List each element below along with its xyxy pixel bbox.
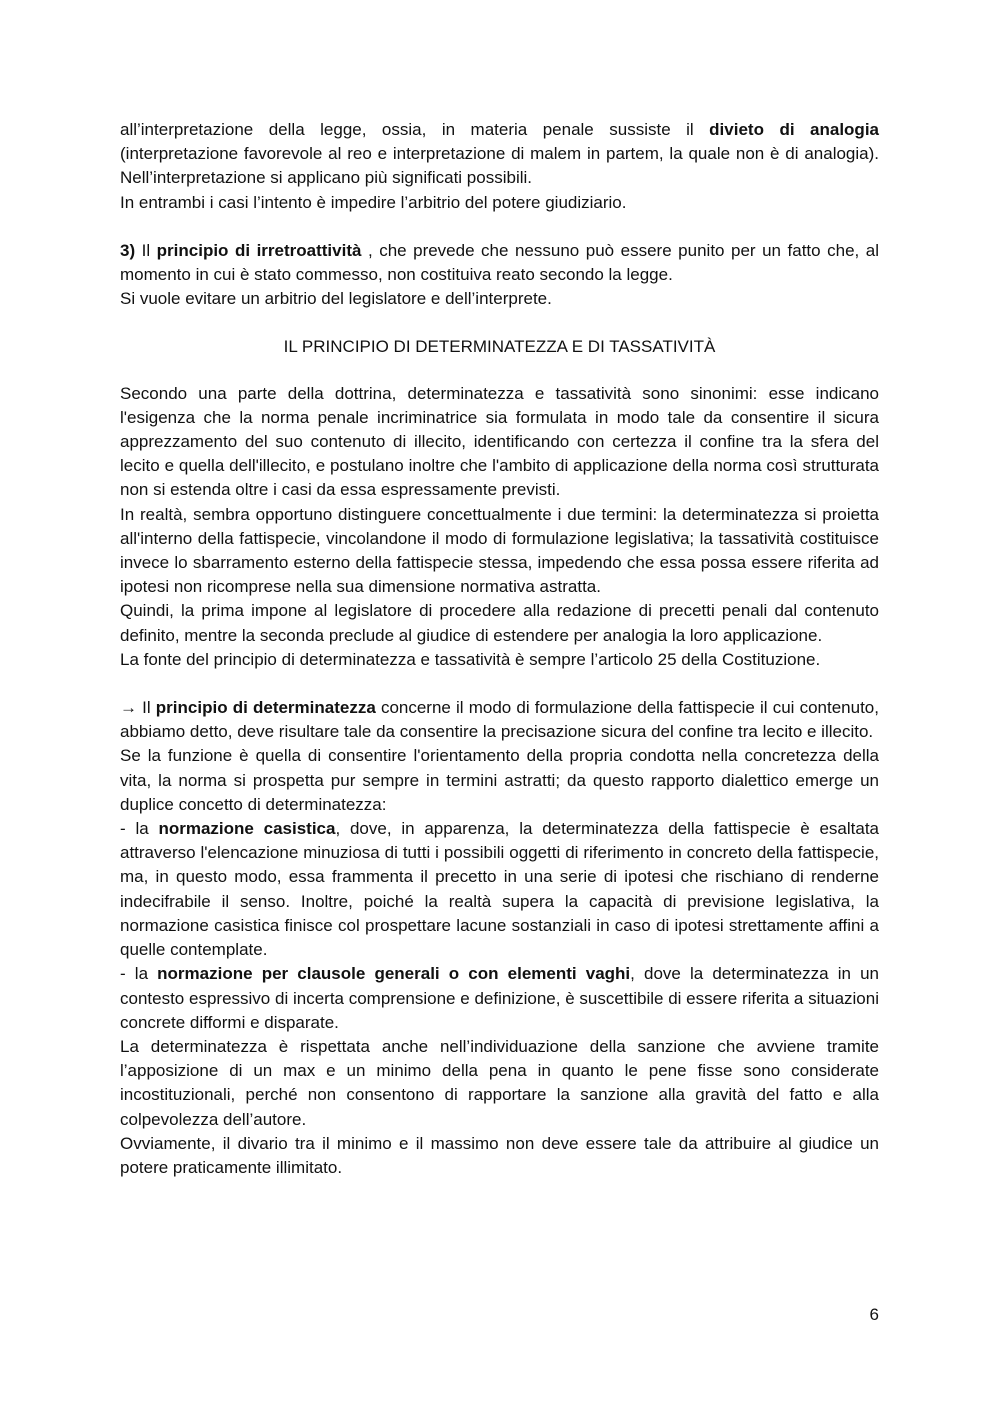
bold-term-clausole-generali: normazione per clausole generali o con elementi vaghi xyxy=(157,964,631,984)
paragraph-normazione-casistica xyxy=(120,817,879,962)
bold-term-irretroattivita: principio di irretroattività xyxy=(156,240,362,260)
paragraph-principio-determinatezza xyxy=(120,696,879,744)
paragraph-divieto-analogia xyxy=(120,118,879,191)
spacer xyxy=(120,311,879,335)
text-span: - la xyxy=(120,964,158,984)
item-number: 3) xyxy=(120,240,136,260)
text-span: , dove, in apparenza, la determinatezza della fattispecie è esaltata attraverso l'elencazione minuziosa di tutti i possibili oggetti di riferimento in concreto della fattispecie, ma, in questo modo, essa frammenta il precetto in una serie di ipotesi che rischiano di renderne indecifrabile il senso. Inoltre, poiché la realtà supera la capacità di previsione legislativa, la normazione casistica finisce col prospettare lacune sostanziali in caso di ipotesi strettamente affini a quelle contemplate. xyxy=(120,819,879,960)
paragraph-sanzione: La determinatezza è rispettata anche nell’individuazione della sanzione che avviene tramite l’apposizione di un max e un minimo della pena in quanto le pene fisse sono considerate incostituzionali, perché non consentono di rapportare la sanzione alla gravità del fatto e alla colpevolezza dell’autore. xyxy=(120,1036,879,1129)
paragraph-arbitrio: Si vuole evitare un arbitrio del legislatore e dell’interprete. xyxy=(120,289,552,309)
text-span: , che prevede che nessuno può essere punito per un fatto che, al momento in cui è stato commesso, non costituiva reato secondo la legge. xyxy=(120,240,879,285)
bold-term-principio-determinatezza: principio di determinatezza xyxy=(155,698,376,718)
text-span: concerne il modo di formulazione della fattispecie il cui contenuto, abbiamo detto, deve risultare tale da consentire la precisazione sicura del confine tra lecito e illecito. xyxy=(120,698,879,742)
spacer xyxy=(120,215,879,239)
paragraph-irretroattivita xyxy=(120,239,879,287)
bold-term-divieto-analogia: divieto di analogia xyxy=(709,120,879,139)
paragraph-quindi: Quindi, la prima impone al legislatore di procedere alla redazione di precetti penali dal contenuto definito, mentre la seconda preclude al giudice di estendere per analogia la loro applicazione. xyxy=(120,601,879,645)
text-span: → Il xyxy=(120,698,156,718)
paragraph-realta: In realtà, sembra opportuno distinguere concettualmente i due termini: la determinatezza si proietta all'interno della fattispecie, vincolandone il modo di formulazione legislativa; la tassatività costituisce invece lo sbarramento esterno della fattispecie stessa, impedendo che essa possa essere riferita ad ipotesi non ricomprese nella sua dimensione normativa astratta. xyxy=(120,504,879,597)
paragraph-clausole-generali xyxy=(120,962,879,1035)
text-span: - la xyxy=(120,819,159,839)
paragraph-divario: Ovviamente, il divario tra il minimo e il massimo non deve essere tale da attribuire al giudice un potere praticamente illimitato. xyxy=(120,1133,879,1177)
page-number: 6 xyxy=(869,1305,879,1324)
text-span: all’interpretazione della legge, ossia, in materia penale sussiste il xyxy=(120,120,710,139)
bold-term-normazione-casistica: normazione casistica xyxy=(158,819,336,839)
text-span: (interpretazione favorevole al reo e interpretazione di malem in partem, la quale non è di analogia). Nell’interpretazione si applicano più significati possibili. xyxy=(120,144,879,188)
page-content xyxy=(120,118,879,1180)
paragraph-dottrina: Secondo una parte della dottrina, determinatezza e tassatività sono sinonimi: esse indicano l'esigenza che la norma penale incriminatrice sia formulata in modo tale da consentire il sicura apprezzamento del suo contenuto di illecito, identificando con certezza il confine tra la sfera del lecito e quella dell'illecito, e postulano inoltre che l'ambito di applicazione della norma così strutturata non si estenda oltre i casi da essa espressamente previsti. xyxy=(120,383,879,500)
text-span: , dove la determinatezza in un contesto espressivo di incerta comprensione e definizione, è suscettibile di essere riferita a situazioni concrete difformi e disparate. xyxy=(120,964,879,1032)
paragraph-intento: In entrambi i casi l’intento è impedire l’arbitrio del potere giudiziario. xyxy=(120,192,627,212)
spacer xyxy=(120,360,879,382)
paragraph-fonte: La fonte del principio di determinatezza e tassatività è sempre l’articolo 25 della Costituzione. xyxy=(120,649,821,669)
text-span: Il xyxy=(135,240,157,260)
section-heading: IL PRINCIPIO DI DETERMINATEZZA E DI TASSATIVITÀ xyxy=(283,337,716,357)
spacer xyxy=(120,672,879,696)
paragraph-funzione: Se la funzione è quella di consentire l'orientamento della propria condotta nella concretezza della vita, la norma si prospetta pur sempre in termini astratti; da questo rapporto dialettico emerge un duplice concetto di determinatezza: xyxy=(120,746,879,814)
